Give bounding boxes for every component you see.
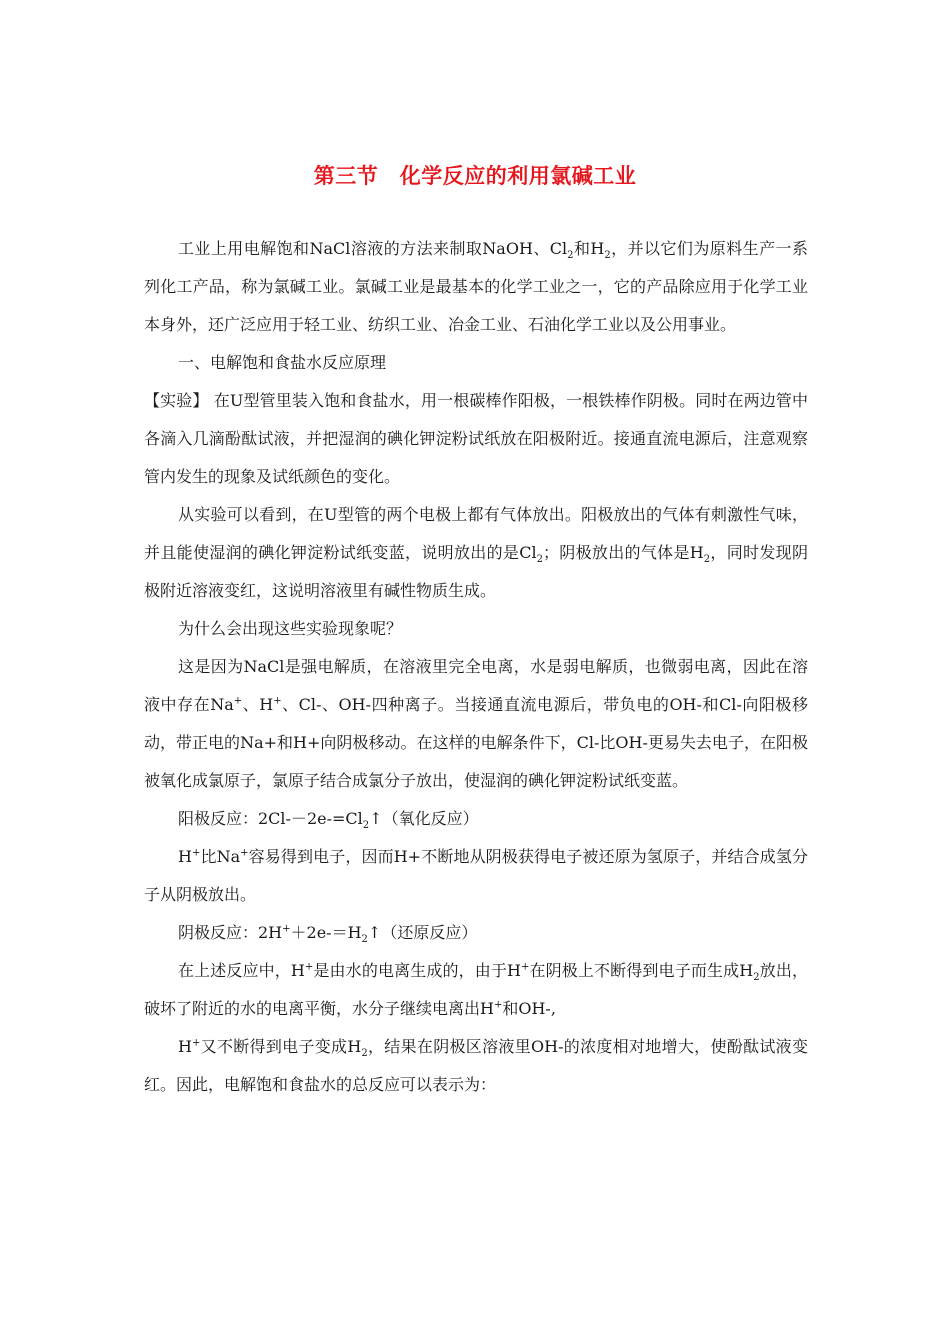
- cathode-reaction: 阴极反应：$2H^++2e-=H_2↑$（还原反应）: [178, 923, 478, 946]
- observation-paragraph: 从实验可以看到，在U型管的两个电极上都有气体放出。阳极放出的气体有刺激性气味，并且能使湿润的碘化钾淀粉试纸变蓝，说明放出的是$Cl_2$；阴极放出的气体是$H_2$，同时发现阴极附近溶液变红，这说明溶液里有碱性物质生成。: [144, 505, 808, 600]
- intro-paragraph: 工业上用电解饱和NaCl溶液的方法来制取NaOH、$Cl_2$和$H_2$，并以它们为原料生产一系列化工产品，称为氯碱工业。氯碱工业是最基本的化学工业之一，它的产品除应用于化学工业本身外，还广泛应用于轻工业、纺织工业、冶金工业、石油化学工业以及公用事业。: [144, 239, 808, 334]
- explanation-paragraph: 这是因为NaCl是强电解质，在溶液里完全电离，水是弱电解质，也微弱电离，因此在溶液中存在Na+、H+、Cl-、OH-四种离子。当接通直流电源后，带负电的OH-和Cl-向阳极移动，带正电的Na+和H+向阴极移动。在这样的电解条件下，Cl-比OH-更易失去电子，在阳极被氧化成氯原子，氯原子结合成氯分子放出，使湿润的碘化钾淀粉试纸变蓝。: [144, 657, 808, 790]
- page-title: 第三节 化学反应的利用氯碱工业: [313, 163, 637, 188]
- question-paragraph: 为什么会出现这些实验现象呢？: [178, 619, 403, 638]
- section-heading: 一、电解饱和食盐水反应原理: [178, 353, 387, 372]
- hplus-paragraph: H+比Na+容易得到电子，因而H+不断地从阴极获得电子被还原为氢原子，并结合成氢分子从阴极放出。: [144, 847, 808, 904]
- document-body: [144, 230, 808, 1104]
- reaction-detail-paragraph: 在上述反应中，H+是由水的电离生成的，由于H+在阴极上不断得到电子而生成$H_2$放出，破坏了附近的水的电离平衡，水分子继续电离出H+和OH-,: [144, 961, 808, 1018]
- anode-reaction: 阳极反应：$2Cl--2e-=Cl_2↑$（氧化反应）: [178, 809, 479, 832]
- experiment-paragraph: 【实验】 在U型管里装入饱和食盐水，用一根碳棒作阳极，一根铁棒作阴极。同时在两边管中各滴入几滴酚酞试液，并把湿润的碘化钾淀粉试纸放在阳极附近。接通直流电源后，注意观察管内发生的现象及试纸颜色的变化。: [144, 391, 808, 486]
- conclusion-paragraph: H+又不断得到电子变成$H_2$，结果在阴极区溶液里OH-的浓度相对地增大，使酚酞试液变红。因此，电解饱和食盐水的总反应可以表示为：: [144, 1037, 808, 1094]
